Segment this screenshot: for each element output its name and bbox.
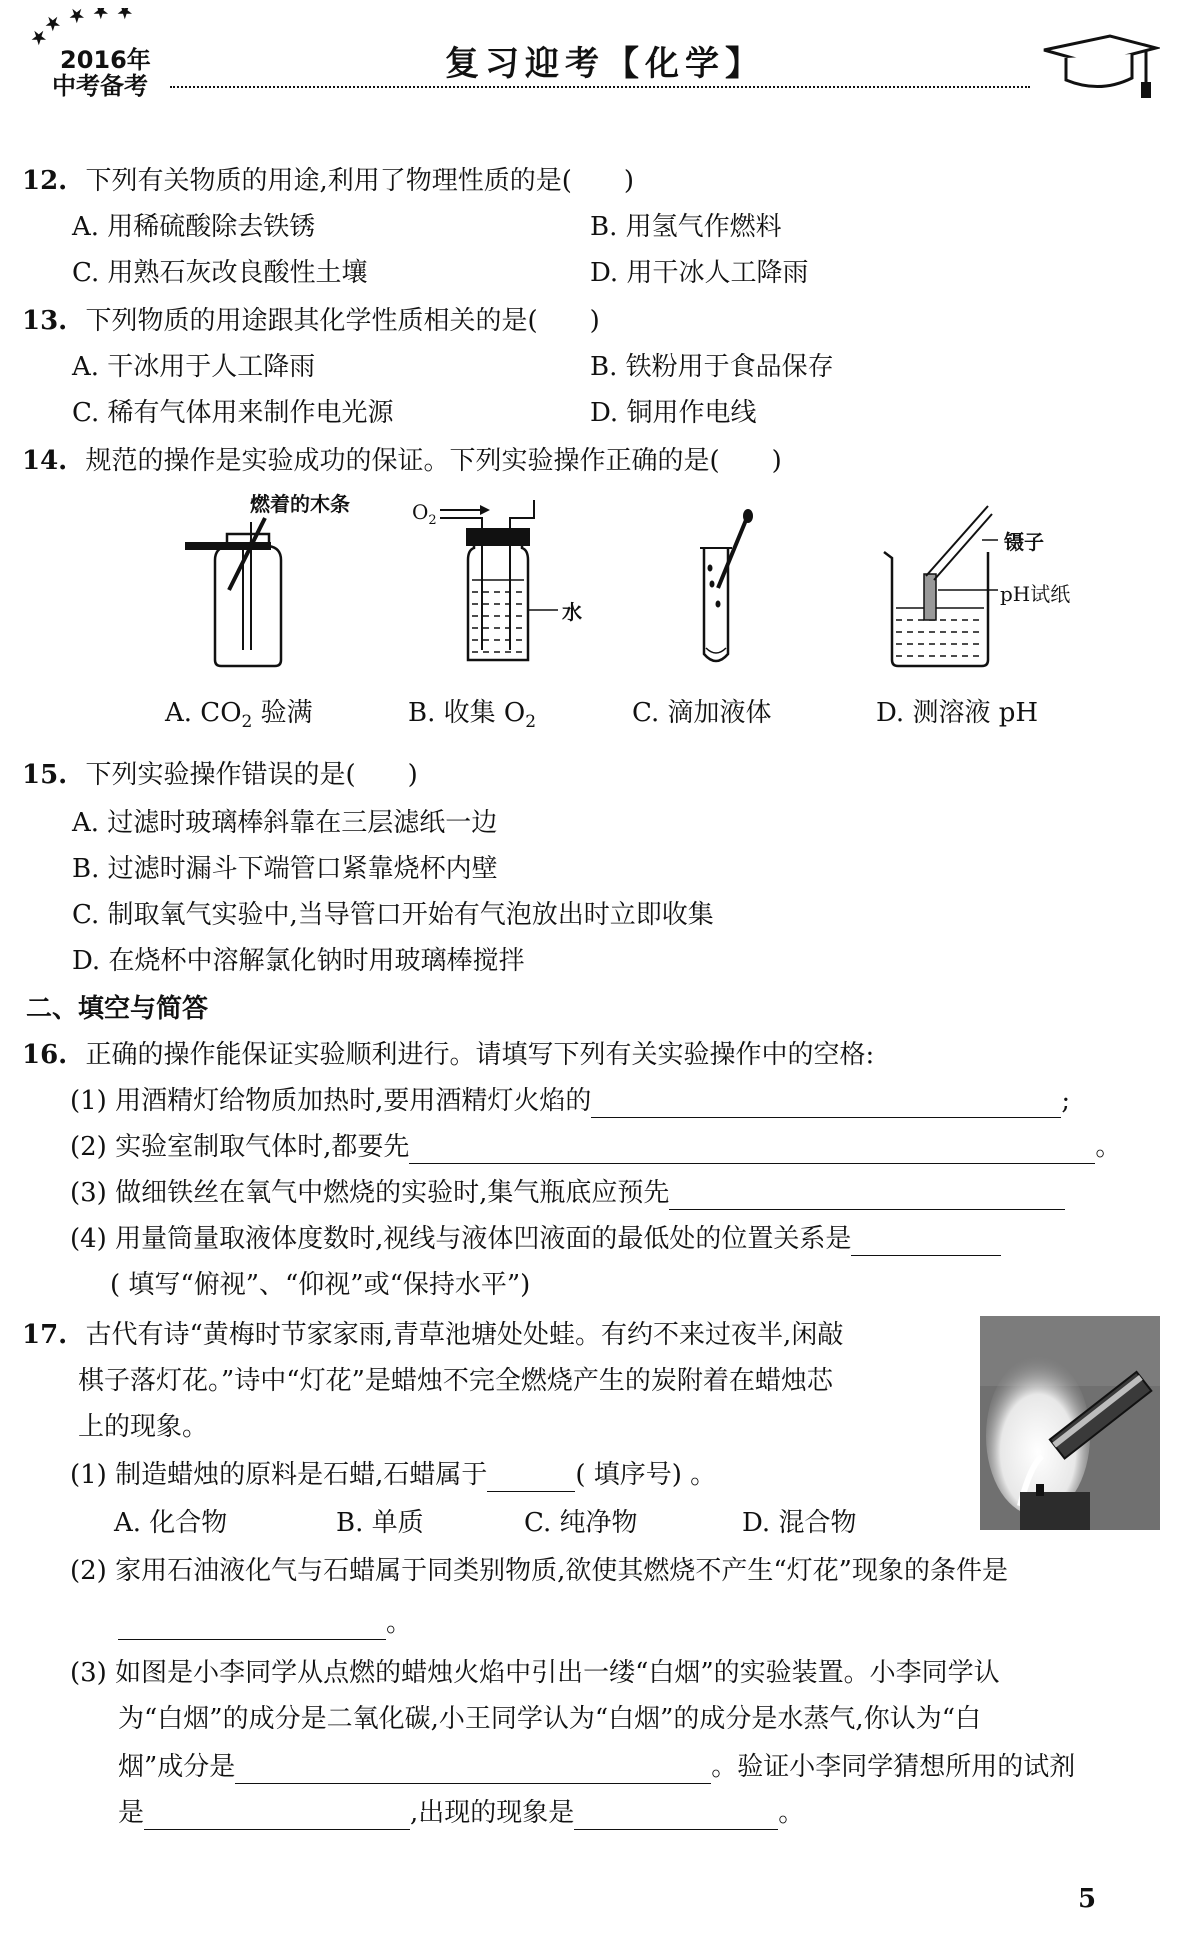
question-stem: 下列实验操作错误的是( ) <box>85 760 418 790</box>
option-d[interactable]: D. 混合物 <box>742 1508 857 1538</box>
q16-part-4-note: ( 填写“俯视”、“仰视”或“保持水平”) <box>110 1270 531 1300</box>
option-c[interactable]: C. 制取氧气实验中,当导管口开始有气泡放出时立即收集 <box>72 900 714 930</box>
option-b[interactable]: B. 铁粉用于食品保存 <box>590 352 834 382</box>
test-tube-icon <box>690 508 780 668</box>
label-burning-stick: 燃着的木条 <box>250 492 350 516</box>
question-13 <box>22 304 600 338</box>
question-stem-line-2: 棋子落灯花。”诗中“灯花”是蜡烛不完全燃烧产生的炭附着在蜡烛芯 <box>78 1366 833 1396</box>
q16-part-1: (1) 用酒精灯给物质加热时,要用酒精灯火焰的 ; <box>70 1086 1071 1116</box>
q17-part-2-answer: 。 <box>118 1606 412 1640</box>
option-b[interactable]: B. 过滤时漏斗下端管口紧靠烧杯内壁 <box>72 854 498 884</box>
q17-part-2: (2) 家用石油液化气与石蜡属于同类别物质,欲使其燃烧不产生“灯花”现象的条件是 <box>70 1556 1008 1586</box>
q17-part-3-line-1: (3) 如图是小李同学从点燃的蜡烛火焰中引出一缕“白烟”的实验装置。小李同学认 <box>70 1658 1000 1688</box>
label-tweezers: 镊子 <box>1004 530 1044 554</box>
answer-blank[interactable] <box>574 1803 778 1830</box>
option-c[interactable]: C. 用熟石灰改良酸性土壤 <box>72 258 368 288</box>
label-ph-paper: pH试纸 <box>1000 582 1071 606</box>
header-rule <box>170 86 1030 88</box>
question-15 <box>22 758 418 792</box>
option-a[interactable]: A. 用稀硫酸除去铁锈 <box>72 212 316 242</box>
beaker-icon <box>880 500 1000 670</box>
q17-part-3-line-2: 为“白烟”的成分是二氧化碳,小王同学认为“白烟”的成分是水蒸气,你认为“白 <box>118 1704 981 1734</box>
question-stem: 规范的操作是实验成功的保证。下列实验操作正确的是( ) <box>85 446 782 476</box>
question-17 <box>22 1318 843 1352</box>
caption-b[interactable]: B. 收集 $O_2$ <box>408 698 537 733</box>
option-d[interactable]: D. 在烧杯中溶解氯化钠时用玻璃棒搅拌 <box>72 946 525 976</box>
answer-blank[interactable] <box>591 1091 1061 1118</box>
option-d[interactable]: D. 铜用作电线 <box>590 398 757 428</box>
q16-part-4: (4) 用量筒量取液体度数时,视线与液体凹液面的最低处的位置关系是 <box>70 1222 1001 1256</box>
header-exam: 中考备考 <box>52 72 148 100</box>
q17-part-3-line-4: 是 ,出现的现象是 。 <box>118 1798 805 1828</box>
section-heading: 二、填空与简答 <box>26 994 209 1024</box>
question-stem-line-3: 上的现象。 <box>78 1412 209 1442</box>
question-number: 13. <box>22 306 68 336</box>
option-a[interactable]: A. 干冰用于人工降雨 <box>72 352 316 382</box>
page-title: 复习迎考【化学】 <box>445 44 765 84</box>
answer-blank[interactable] <box>487 1465 575 1492</box>
answer-blank[interactable] <box>144 1803 410 1830</box>
q16-part-2: (2) 实验室制取气体时,都要先 。 <box>70 1132 1122 1162</box>
answer-blank[interactable] <box>409 1137 1095 1164</box>
option-d[interactable]: D. 用干冰人工降雨 <box>590 258 809 288</box>
q17-part-3-line-3: 烟”成分是 。验证小李同学猜想所用的试剂 <box>118 1752 1076 1782</box>
question-16 <box>22 1038 874 1072</box>
question-number: 14. <box>22 446 68 476</box>
candle-photo <box>980 1316 1160 1530</box>
option-c[interactable]: C. 稀有气体用来制作电光源 <box>72 398 394 428</box>
option-a[interactable]: A. 化合物 <box>114 1508 228 1538</box>
question-stem-line-1: 古代有诗“黄梅时节家家雨,青草池塘处处蛙。有约不来过夜半,闲敲 <box>85 1320 844 1350</box>
question-number: 12. <box>22 166 68 196</box>
question-stem: 下列物质的用途跟其化学性质相关的是( ) <box>85 306 600 336</box>
graduation-cap-icon <box>1040 28 1160 103</box>
option-a[interactable]: A. 过滤时玻璃棒斜靠在三层滤纸一边 <box>72 808 498 838</box>
answer-blank[interactable] <box>118 1613 386 1640</box>
question-number: 17. <box>22 1320 68 1350</box>
label-o2: $O_2$ <box>412 500 437 528</box>
answer-blank[interactable] <box>235 1757 711 1784</box>
page-number: 5 <box>1078 1884 1097 1914</box>
gas-bottle-icon <box>185 490 365 670</box>
header-year: 2016年 <box>60 46 151 74</box>
figure-d-ph-test <box>880 500 1000 670</box>
option-b[interactable]: B. 用氢气作燃料 <box>590 212 782 242</box>
label-water: 水 <box>562 600 582 624</box>
question-12 <box>22 164 634 198</box>
question-14 <box>22 444 782 478</box>
question-stem: 正确的操作能保证实验顺利进行。请填写下列有关实验操作中的空格: <box>85 1040 875 1070</box>
caption-d[interactable]: D. 测溶液 pH <box>876 698 1039 728</box>
q17-part-1: (1) 制造蜡烛的原料是石蜡,石蜡属于 ( 填序号) 。 <box>70 1460 717 1490</box>
option-b[interactable]: B. 单质 <box>336 1508 424 1538</box>
option-c[interactable]: C. 纯净物 <box>524 1508 638 1538</box>
q16-part-3: (3) 做细铁丝在氧气中燃烧的实验时,集气瓶底应预先 <box>70 1176 1065 1210</box>
question-stem: 下列有关物质的用途,利用了物理性质的是( ) <box>85 166 635 196</box>
candle-flame-icon <box>980 1316 1160 1530</box>
question-number: 16. <box>22 1040 68 1070</box>
figure-a-co2-check <box>185 490 365 670</box>
answer-blank[interactable] <box>851 1229 1001 1256</box>
answer-blank[interactable] <box>669 1183 1065 1210</box>
question-number: 15. <box>22 760 68 790</box>
figure-c-dropper <box>690 508 780 668</box>
caption-c[interactable]: C. 滴加液体 <box>632 698 772 728</box>
caption-a[interactable]: A. $CO_2$ 验满 <box>165 698 313 733</box>
